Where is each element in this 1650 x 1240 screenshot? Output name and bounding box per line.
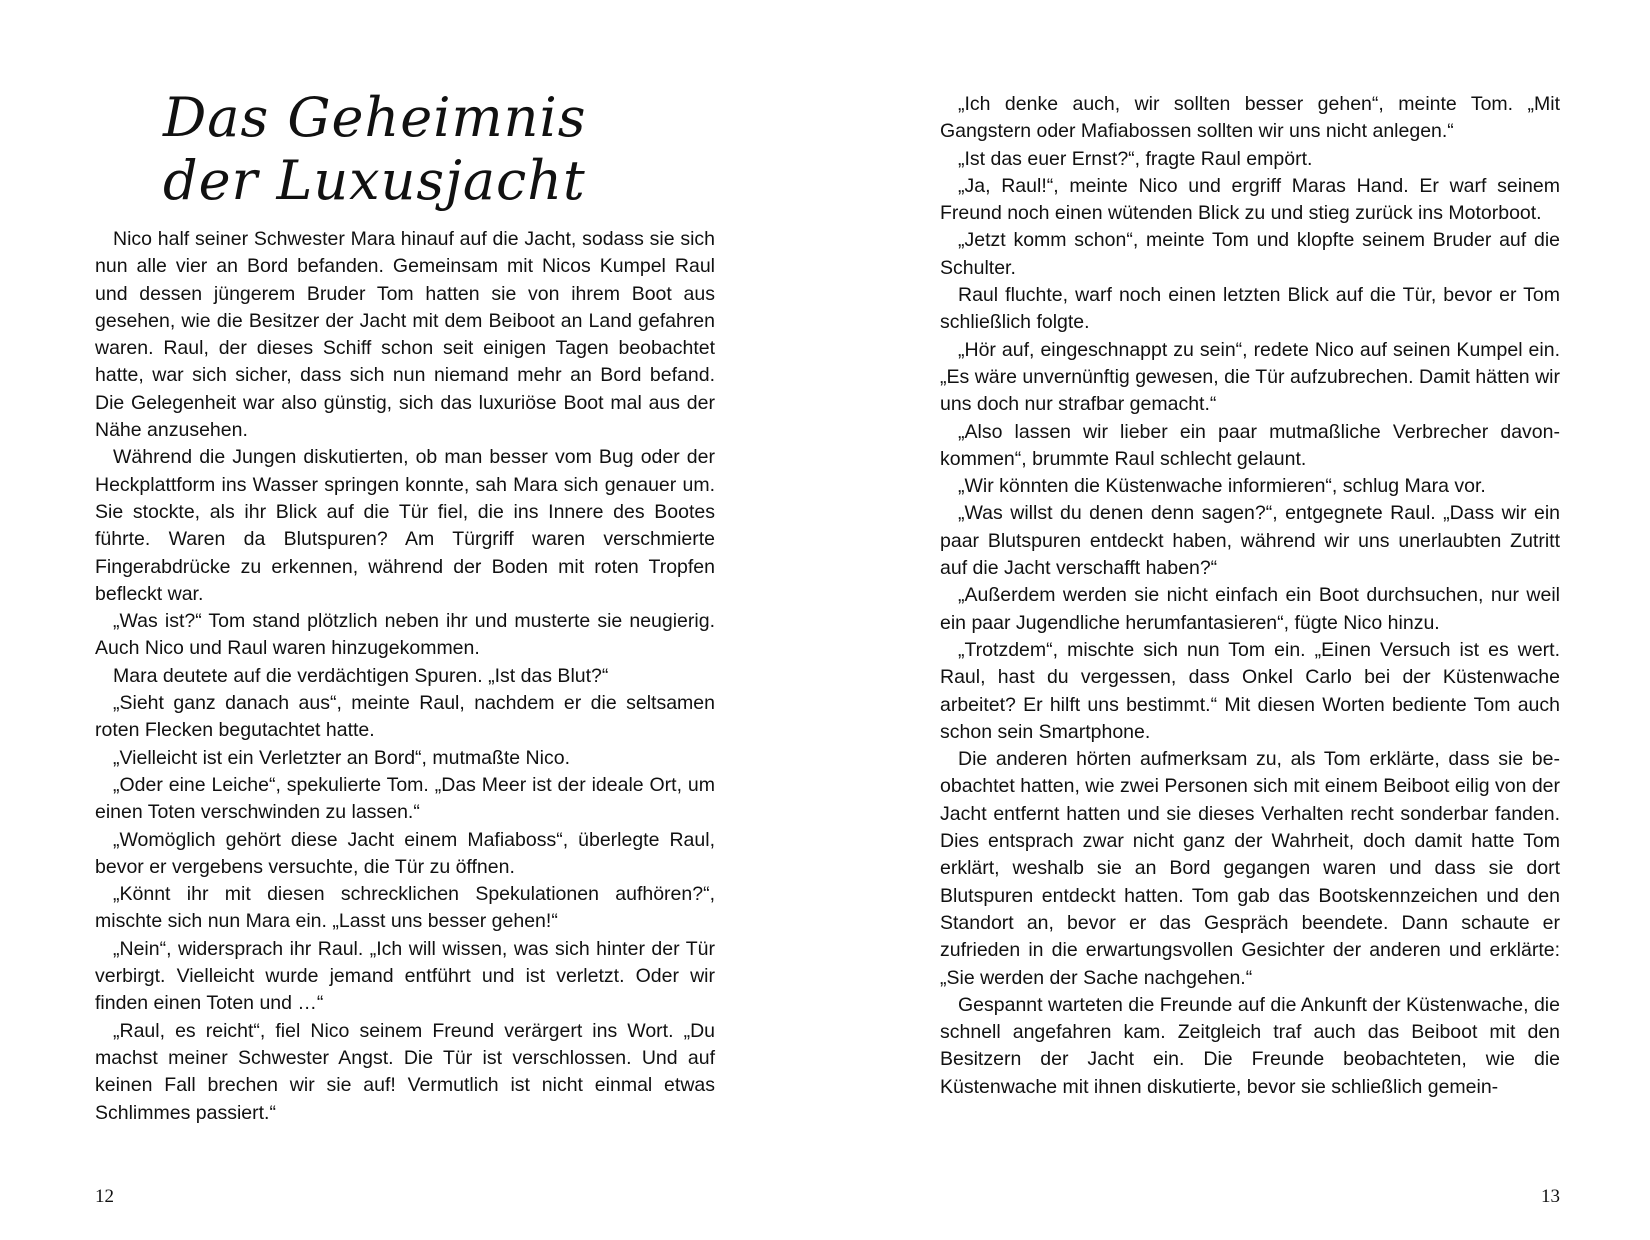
paragraph: Die anderen hörten aufmerksam zu, als Tom erklärte, dass sie beobachtet hatten, wie zwei Personen sich mit einem Beiboot eilig von der Jacht entfernt hatten und sie dieses Verhalten recht sonderbar fanden. Dies entsprach zwar nicht ganz der Wahrheit, doch damit hatte Tom erklärt, weshalb sie an Bord gegangen waren und dass sie dort Blutspuren entdeckt hatten. Tom gab das Bootskennzeichen und den Standort an, bevor er das Gespräch beendete. Dann schaute er zufrieden in die erwartungsvollen Gesichter der anderen und erklärte: „Sie werden der Sache nachgehen.“: [940, 748, 1561, 989]
paragraph: „Ist das euer Ernst?“, fragte Raul empört.: [958, 147, 1313, 170]
paragraph: Während die Jungen diskutierten, ob man besser vom Bug oder der Heckplattform ins Wasser springen konnte, sah Mara sich genauer um. Sie stockte, als ihr Blick auf die Tür fiel, die ins Innere des Bootes führte. Waren da Blutspuren? Am Türgriff waren verschmierte Fingerabdrücke zu erkennen, während der Boden mit roten Tropfen befleckt war.: [95, 446, 715, 605]
paragraph: „Wir könnten die Küstenwache informieren“, schlug Mara vor.: [958, 475, 1486, 498]
paragraph: „Sieht ganz danach aus“, meinte Raul, nachdem er die seltsamen roten Flecken begutachtet hatte.: [95, 692, 715, 742]
paragraph: „Also lassen wir lieber ein paar mutmaßliche Verbrecher davonkommen“, brummte Raul schlecht gelaunt.: [940, 420, 1560, 470]
page-number-right: 13: [1541, 1186, 1560, 1207]
paragraph: „Ich denke auch, wir sollten besser gehen“, meinte Tom. „Mit Gangstern oder Mafiabossen sollten wir uns nicht anlegen.“: [940, 93, 1560, 143]
paragraph: „Außerdem werden sie nicht einfach ein Boot durchsuchen, nur weil ein paar Jugendliche herumfantasieren“, fügte Nico hinzu.: [940, 584, 1560, 634]
left-page-text: [95, 226, 715, 1127]
paragraph: „Ja, Raul!“, meinte Nico und ergriff Maras Hand. Er warf seinem Freund noch einen wütenden Blick zu und stieg zurück ins Motorboot.: [940, 174, 1560, 225]
paragraph: „Jetzt komm schon“, meinte Tom und klopfte seinem Bruder auf die Schulter.: [940, 229, 1560, 279]
paragraph: Nico half seiner Schwester Mara hinauf auf die Jacht, sodass sie sich nun alle vier an Bord befanden. Gemeinsam mit Nicos Kumpel Raul und dessen jüngerem Bruder Tom hatten sie von ihrem Boot aus gesehen, wie die Besitzer der Jacht mit dem Beiboot an Land gefahren waren. Raul, der dieses Schiff schon seit einigen Tagen beobachtet hatte, war sich sicher, dass sich nun niemand mehr an Bord befand. Die Gelegenheit war also günstig, sich das luxuriöse Boot mal aus der Nähe anzusehen.: [95, 228, 715, 442]
chapter-title: Das Geheimnis der Luxusjacht: [163, 86, 587, 212]
paragraph: „Raul, es reicht“, fiel Nico seinem Freund verärgert ins Wort. „Du machst meiner Schwester Angst. Die Tür ist verschlossen. Und auf keinen Fall brechen wir sie auf! Vermutlich ist nicht einmal etwas Schlimmes passiert.“: [95, 1019, 715, 1124]
paragraph: „Könnt ihr mit diesen schrecklichen Spekulationen aufhören?“, mischte sich nun Mara ein. „Lasst uns besser gehen!“: [95, 883, 715, 933]
paragraph: „Was willst du denen denn sagen?“, entgegnete Raul. „Dass wir ein paar Blutspuren entdeckt haben, während wir uns unerlaubten Zutritt auf die Jacht verschafft haben?“: [940, 502, 1560, 580]
paragraph: „Was ist?“ Tom stand plötzlich neben ihr und musterte sie neugierig. Auch Nico und Raul waren hinzugekommen.: [95, 610, 715, 660]
paragraph: Gespannt warteten die Freunde auf die Ankunft der Küstenwache, die schnell angefahren kam. Zeitgleich traf auch das Beiboot mit den Besitzern der Jacht ein. Die Freunde beobachteten, wie die Küstenwache mit ihnen diskutierte, bevor sie schließlich gemein-: [940, 993, 1560, 1098]
paragraph: „Vielleicht ist ein Verletzter an Bord“, mutmaßte Nico.: [113, 746, 570, 769]
page-number-left: 12: [95, 1186, 114, 1207]
paragraph: „Trotzdem“, mischte sich nun Tom ein. „Einen Versuch ist es wert. Raul, hast du vergessen, dass Onkel Carlo bei der Küstenwache arbeitet? Er hilft uns bestimmt.“ Mit diesen Worten bediente Tom auch schon sein Smartphone.: [940, 638, 1560, 743]
paragraph: „Womöglich gehört diese Jacht einem Mafiaboss“, überlegte Raul, bevor er vergebens versuchte, die Tür zu öffnen.: [95, 828, 715, 878]
right-page: [825, 0, 1650, 1240]
paragraph: Mara deutete auf die verdächtigen Spuren. „Ist das Blut?“: [113, 664, 609, 687]
paragraph: „Oder eine Leiche“, spekulierte Tom. „Das Meer ist der ideale Ort, um einen Toten verschwinden zu lassen.“: [95, 773, 715, 824]
paragraph: „Hör auf, eingeschnappt zu sein“, redete Nico auf seinen Kumpel ein. „Es wäre unvernünftig gewesen, die Tür aufzubrechen. Damit hätten wir uns doch nur strafbar gemacht.“: [940, 338, 1560, 416]
right-page-text: [940, 91, 1560, 1101]
paragraph: „Nein“, widersprach ihr Raul. „Ich will wissen, was sich hinter der Tür verbirgt. Vielleicht wurde jemand entführt und ist verletzt. Oder wir finden einen Toten und …“: [95, 937, 715, 1015]
paragraph: Raul fluchte, warf noch einen letzten Blick auf die Tür, bevor er Tom schließlich folgte.: [940, 284, 1560, 334]
